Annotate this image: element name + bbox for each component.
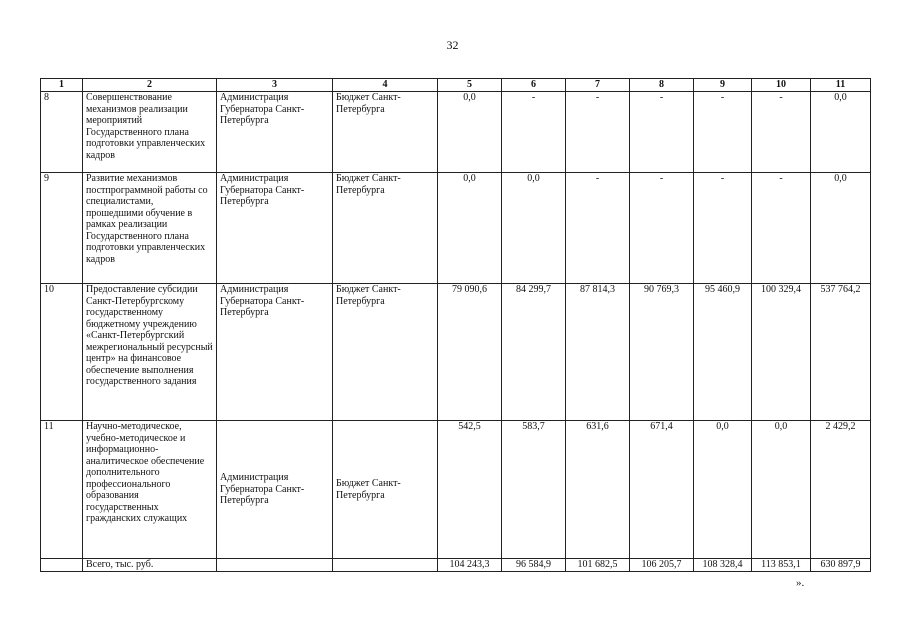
value-cell: 0,0 bbox=[811, 173, 871, 284]
executor: Администрация Губернатора Санкт-Петербурга bbox=[217, 284, 333, 421]
total-value: 108 328,4 bbox=[694, 559, 752, 572]
column-header: 3 bbox=[217, 79, 333, 92]
row-number: 8 bbox=[41, 92, 83, 173]
value-cell: 0,0 bbox=[811, 92, 871, 173]
column-header: 6 bbox=[502, 79, 566, 92]
value-cell: - bbox=[752, 92, 811, 173]
value-cell: 0,0 bbox=[438, 173, 502, 284]
executor: Администрация Губернатора Санкт-Петербурга bbox=[217, 421, 333, 559]
row-number: 10 bbox=[41, 284, 83, 421]
total-value: 106 205,7 bbox=[630, 559, 694, 572]
column-header: 5 bbox=[438, 79, 502, 92]
funding-source: Бюджет Санкт-Петербурга bbox=[333, 284, 438, 421]
total-value: 101 682,5 bbox=[566, 559, 630, 572]
value-cell: 583,7 bbox=[502, 421, 566, 559]
column-header: 11 bbox=[811, 79, 871, 92]
value-cell: 0,0 bbox=[694, 421, 752, 559]
row-number: 11 bbox=[41, 421, 83, 559]
table-row bbox=[41, 173, 871, 284]
value-cell: - bbox=[566, 173, 630, 284]
total-label: Всего, тыс. руб. bbox=[83, 559, 217, 572]
table-row bbox=[41, 284, 871, 421]
value-cell: 0,0 bbox=[752, 421, 811, 559]
executor: Администрация Губернатора Санкт-Петербурга bbox=[217, 173, 333, 284]
value-cell: 79 090,6 bbox=[438, 284, 502, 421]
total-row bbox=[41, 559, 871, 572]
value-cell: 631,6 bbox=[566, 421, 630, 559]
value-cell: 671,4 bbox=[630, 421, 694, 559]
funding-source: Бюджет Санкт-Петербурга bbox=[333, 92, 438, 173]
table-row bbox=[41, 92, 871, 173]
value-cell: 0,0 bbox=[502, 173, 566, 284]
value-cell: - bbox=[502, 92, 566, 173]
value-cell: 84 299,7 bbox=[502, 284, 566, 421]
column-header: 8 bbox=[630, 79, 694, 92]
value-cell: 90 769,3 bbox=[630, 284, 694, 421]
column-header: 9 bbox=[694, 79, 752, 92]
activity-name: Совершенствование механизмов реализации мероприятий Государственного плана подготовки управленческих кадров bbox=[83, 92, 217, 173]
column-header: 2 bbox=[83, 79, 217, 92]
closing-mark: ». bbox=[796, 577, 805, 589]
total-value: 104 243,3 bbox=[438, 559, 502, 572]
value-cell: - bbox=[630, 92, 694, 173]
value-cell: 100 329,4 bbox=[752, 284, 811, 421]
page-number: 32 bbox=[446, 38, 459, 52]
table-row bbox=[41, 421, 871, 559]
column-header: 10 bbox=[752, 79, 811, 92]
total-value: 630 897,9 bbox=[811, 559, 871, 572]
value-cell: 95 460,9 bbox=[694, 284, 752, 421]
value-cell: 537 764,2 bbox=[811, 284, 871, 421]
header-row bbox=[41, 79, 871, 92]
value-cell: - bbox=[694, 173, 752, 284]
value-cell: 542,5 bbox=[438, 421, 502, 559]
activity-name: Научно-методическое, учебно-методическое и информационно-аналитическое обеспечение дополнительного профессионального образования государственных гражданских служащих bbox=[83, 421, 217, 559]
funding-source: Бюджет Санкт-Петербурга bbox=[333, 173, 438, 284]
value-cell: - bbox=[694, 92, 752, 173]
column-header: 7 bbox=[566, 79, 630, 92]
value-cell: 87 814,3 bbox=[566, 284, 630, 421]
total-empty-cell bbox=[217, 559, 333, 572]
value-cell: 0,0 bbox=[438, 92, 502, 173]
value-cell: 2 429,2 bbox=[811, 421, 871, 559]
activity-name: Предоставление субсидии Санкт-Петербургскому государственному бюджетному учреждению «Санкт-Петербургский межрегиональный ресурсный центр» на финансовое обеспечение выполнения государственного задания bbox=[83, 284, 217, 421]
funding-source: Бюджет Санкт-Петербурга bbox=[333, 421, 438, 559]
value-cell: - bbox=[752, 173, 811, 284]
column-header: 1 bbox=[41, 79, 83, 92]
value-cell: - bbox=[566, 92, 630, 173]
total-empty-cell bbox=[333, 559, 438, 572]
value-cell: - bbox=[630, 173, 694, 284]
column-header: 4 bbox=[333, 79, 438, 92]
row-number: 9 bbox=[41, 173, 83, 284]
total-empty-cell bbox=[41, 559, 83, 572]
executor: Администрация Губернатора Санкт-Петербурга bbox=[217, 92, 333, 173]
total-value: 113 853,1 bbox=[752, 559, 811, 572]
activity-name: Развитие механизмов постпрограммной работы со специалистами, прошедшими обучение в рамках реализации Государственного плана подготовки управленческих кадров bbox=[83, 173, 217, 284]
total-value: 96 584,9 bbox=[502, 559, 566, 572]
budget-table bbox=[40, 78, 871, 572]
